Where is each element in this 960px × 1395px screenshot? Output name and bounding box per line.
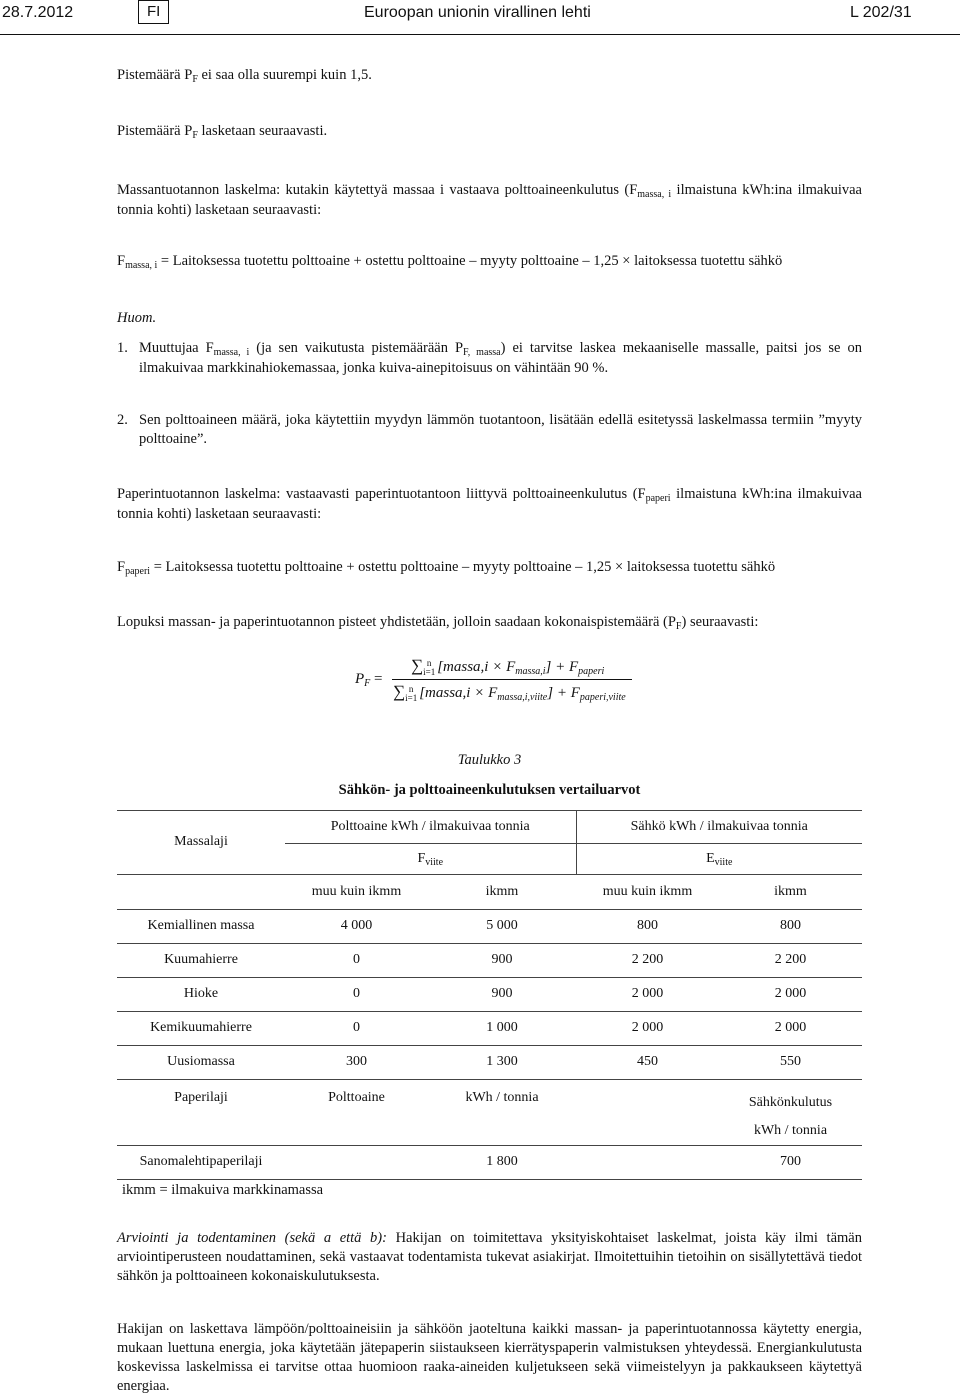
sum-limits: n i=1 [405,683,418,703]
table-title: Sähkön- ja polttoaineenkulutuksen vertailuarvot [338,782,641,798]
table-footnote: ikmm = ilmakuiva markkinamassa [122,1182,324,1198]
reference-values-table [117,810,862,1180]
publication-date: 28.7.2012 [2,4,74,21]
table-cell: 4 000 [285,910,428,944]
header-f-reference: $F_{viite}$ [417,850,444,868]
paragraph-max-score: Pistemäärä $P_F$ ei saa olla suurempi kuin 1,5. [117,67,372,85]
table-cell: 0 [285,1012,428,1046]
header-pulp-type: Massalaji [117,811,285,875]
formula-pulp-fuel: $F_{massa, i}$ = Laitoksessa tuotettu polttoaine + ostettu polttoaine – myyty polttoaine – 1,25 × laitoksessa tuotettu sähkö [117,253,783,271]
sum-symbol: ∑ [411,656,424,675]
table-cell: 900 [428,944,576,978]
table-cell: 550 [719,1046,862,1080]
table-row [117,1046,862,1080]
table-cell: 800 [719,910,862,944]
note-1-number: 1. [117,340,128,356]
subheader-cell: muu kuin ikmm [576,875,719,910]
sum-limits: n i=1 [423,657,436,677]
subheader-cell: muu kuin ikmm [285,875,428,910]
table-cell: 700 [719,1146,862,1180]
table-cell: 2 000 [719,1012,862,1046]
table-cell: 1 300 [428,1046,576,1080]
header-paper-unit: kWh / tonnia [428,1080,576,1146]
fraction-bar [392,679,632,680]
table-cell: 0 [285,944,428,978]
language-badge: FI [138,0,169,24]
paper-header-row [117,1080,862,1146]
header-empty [576,1080,719,1146]
formula-denominator: ∑ n i=1 [massa,i × $F_{massa,i,viite}] + F_{paperi,viite}$ [393,682,626,703]
note-heading: Huom. [117,310,157,326]
journal-title: Euroopan unionin virallinen lehti [364,4,591,21]
table-cell: 2 000 [576,1012,719,1046]
page-header [0,0,960,30]
table-cell: 5 000 [428,910,576,944]
header-empty [117,875,285,910]
table-cell [576,1146,719,1180]
table-cell: 1 800 [428,1146,576,1180]
note-2-text: Sen polttoaineen määrä, joka käytettiin myydyn lämmön tuotantoon, lisätään edellä esitetyssä laskelmassa termiin ”myyty polttoaine”. [139,412,862,447]
table-cell: 1 000 [428,1012,576,1046]
table-row [117,978,862,1012]
formula-lhs: $P_F$ = [355,671,383,689]
table-cell: 300 [285,1046,428,1080]
table-cell: 2 000 [719,978,862,1012]
table-cell: 800 [576,910,719,944]
table-cell: 0 [285,978,428,1012]
subheader-cell: ikmm [428,875,576,910]
sum-symbol: ∑ [393,682,406,701]
row-label: Kemiallinen massa [117,910,285,944]
formula-numerator: ∑ n i=1 [massa,i × $F_{massa,i}] + F_{paperi}$ [411,656,605,677]
table-cell: 900 [428,978,576,1012]
note-2-number: 2. [117,412,128,428]
row-label: Uusiomassa [117,1046,285,1080]
header-paper-electricity: Sähkönkulutus kWh / tonnia [719,1080,862,1146]
table-cell: 2 200 [719,944,862,978]
row-label: Hioke [117,978,285,1012]
paragraph-score-calculation: Pistemäärä $P_F$ lasketaan seuraavasti. [117,123,328,141]
table-cell: 2 000 [576,978,719,1012]
paragraph-total-score: Lopuksi massan- ja paperintuotannon pisteet yhdistetään, jolloin saadaan kokonaispistemäärä $(P_F)$ seuraavasti: [117,614,759,632]
table-row [117,910,862,944]
header-electricity: Sähkö kWh / ilmakuivaa tonnia [576,811,862,844]
table-row [117,1146,862,1180]
page-reference: L 202/31 [850,4,912,21]
header-fuel: Polttoaine kWh / ilmakuivaa tonnia [285,811,576,844]
table-cell [285,1146,428,1180]
paragraph-pulp-calculation: Massantuotannon laskelma: kutakin käytettyä massaa i vastaava polttoaineenkulutus ($F_{massa, i}$ ilmaistuna kWh:ina ilmakuivaa tonnia kohti) lasketaan seuraavasti: [117,182,862,218]
formula-paper-fuel: $F_{paperi}$ = Laitoksessa tuotettu polttoaine + ostettu polttoaine – myyty polttoaine – 1,25 × laitoksessa tuotettu sähkö [117,559,776,577]
note-1-text: Muuttujaa $F_{massa, i}$ (ja sen vaikutusta pistemäärään $P_{F, massa}$) ei tarvitse laskea mekaaniselle massalle, paitsi jos se on ilmakuivaa markkinahiokemassaa, jonka kuiva-ainepitoisuus on vähintään 90 %. [139,340,862,376]
row-label: Sanomalehtipaperilaji [117,1146,285,1180]
table-row [117,944,862,978]
table-cell: 450 [576,1046,719,1080]
table-row [117,1012,862,1046]
row-label: Kuumahierre [117,944,285,978]
header-e-reference: $E_{viite}$ [576,844,862,875]
table-caption: Taulukko 3 [457,752,522,768]
header-divider [0,34,960,35]
paragraph-paper-calculation: Paperintuotannon laskelma: vastaavasti paperintuotantoon liittyvä polttoaineenkulutus ($F_{paperi}$ ilmaistuna kWh:ina ilmakuivaa tonnia kohti) lasketaan seuraavasti: [117,486,862,522]
subheader-cell: ikmm [719,875,862,910]
energy-calculation-paragraph: Hakijan on laskettava lämpöön/polttoaineisiin ja sähköön jaoteltuna kaikki massan- ja paperintuotannossa käytetty energia, mukaan luettuna energia, joka käytetään jätepaperin siistaukseen kierrätyspaperin valmistuksen yhteydessä. Energiankulutusta koskevissa laskelmissa ei tarvitse ottaa huomioon raaka-aineiden kuljetukseen sekä viimeistelyyn ja pakkaukseen käytettyä energiaa. [117,1321,862,1394]
row-label: Kemikuumahierre [117,1012,285,1046]
table-cell: 2 200 [576,944,719,978]
header-paper-fuel: Polttoaine [285,1080,428,1146]
assessment-paragraph: Arviointi ja todentaminen (sekä a että b): Hakijan on toimitettava yksityiskohtaiset laskelmat, joista käy ilmi tämän arviointiperusteen noudattaminen, sekä vastaavat todentamista tukevat asiakirjat. Ilmoitettuihin tietoihin on sisällytettävä tiedot sähkön ja polttoaineen kokonaiskulutuksesta. [117,1230,862,1284]
header-paper-type: Paperilaji [117,1080,285,1146]
